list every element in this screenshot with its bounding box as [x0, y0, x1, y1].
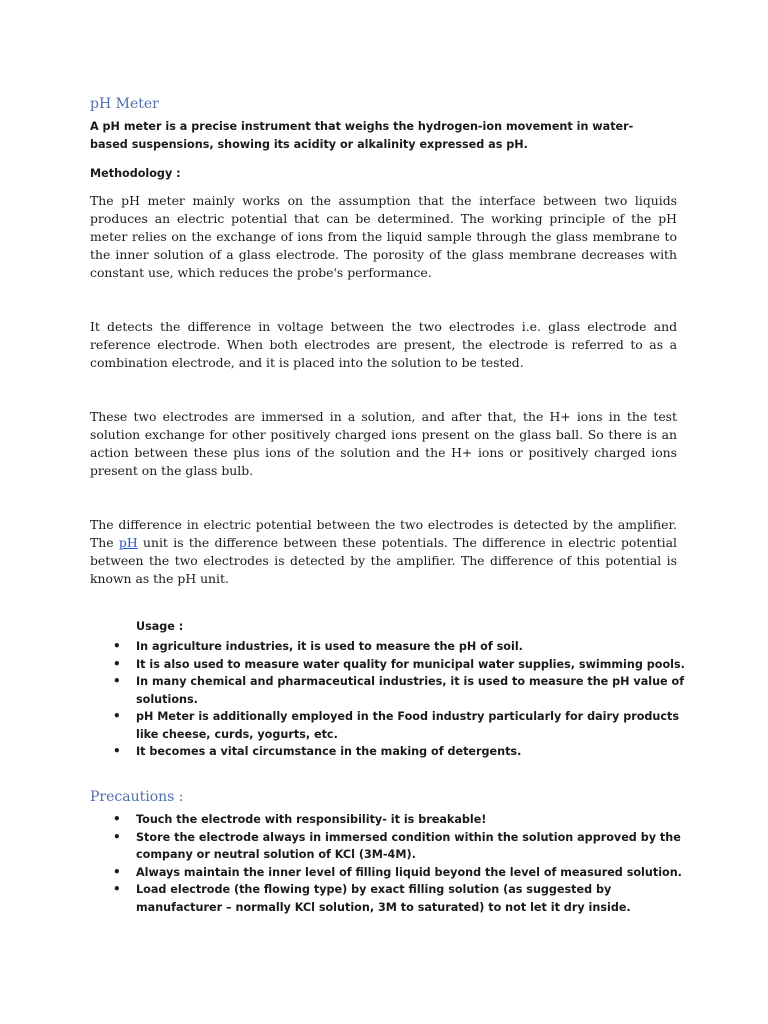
bullet-icon: •: [113, 656, 121, 671]
ph-link[interactable]: pH: [118, 535, 138, 550]
list-item: [110, 811, 690, 829]
list-item: [110, 829, 690, 864]
list-item-text: It becomes a vital circumstance in the making of detergents.: [136, 745, 522, 758]
bullet-icon: •: [113, 674, 121, 688]
list-item-text: It is also used to measure water quality for municipal water supplies, swimming pools.: [136, 657, 685, 671]
list-item: [110, 708, 690, 743]
usage-list: [110, 638, 690, 761]
bullet-icon: •: [113, 829, 121, 844]
bullet-icon: •: [113, 812, 121, 826]
list-item-text: Load electrode (the flowing type) by exact filling solution (as suggested by manufacturer – normally KCl solution, 3M to saturated) to not let it dry inside.: [136, 883, 631, 914]
list-item-text: pH Meter is additionally employed in the Food industry particularly for dairy products like cheese, curds, yogurts, etc.: [136, 710, 680, 741]
list-item-text: Touch the electrode with responsibility- it is breakable!: [136, 813, 487, 826]
paragraph-ions: These two electrodes are immersed in a solution, and after that, the H+ ions in the test solution exchange for other positively charged ions present on the glass ball. So there is an action between these plus ions of the solution and the H+ ions or positively charged ions present on the glass bulb.: [90, 409, 677, 478]
list-item: [110, 743, 690, 761]
paragraph-amplifier-end: unit is the difference between these potentials. The difference in electric potential between the two electrodes is detected by the amplifier. The difference of this potential is known as the pH unit.: [90, 535, 677, 586]
bullet-icon: •: [113, 639, 121, 653]
bullet-icon: •: [113, 864, 121, 879]
bullet-icon: •: [113, 882, 121, 896]
list-item-text: Store the electrode always in immersed condition within the solution approved by the company or neutral solution of KCl (3M-4M).: [136, 830, 681, 861]
paragraph-principle: The pH meter mainly works on the assumption that the interface between two liquids produces an electric potential that can be determined. The working principle of the pH meter relies on the exchange of ions from the liquid sample through the glass membrane to the inner solution of a glass electrode. The porosity of the glass membrane decreases with constant use, which reduces the probe's performance.: [90, 193, 677, 280]
list-item-text: In many chemical and pharmaceutical industries, it is used to measure the pH value of solutions.: [136, 675, 685, 706]
methodology-label: Methodology :: [90, 167, 181, 180]
precautions-list: [110, 811, 690, 916]
list-item: [110, 656, 690, 674]
list-item: [110, 864, 690, 882]
list-item-text: Always maintain the inner level of filling liquid beyond the level of measured solution.: [136, 865, 682, 879]
bullet-icon: •: [113, 709, 121, 723]
bullet-icon: •: [113, 744, 121, 758]
usage-label: Usage :: [136, 620, 184, 633]
precautions-heading: Precautions :: [90, 789, 184, 805]
page-title: pH Meter: [90, 96, 159, 112]
paragraph-electrodes: It detects the difference in voltage between the two electrodes i.e. glass electrode and reference electrode. When both electrodes are present, the electrode is referred to as a combination electrode, and it is placed into the solution to be tested.: [90, 319, 677, 370]
paragraph-amplifier: [90, 516, 677, 588]
list-item: [110, 673, 690, 708]
intro-text: A pH meter is a precise instrument that weighs the hydrogen-ion movement in water-based suspensions, showing its acidity or alkalinity expressed as pH.: [90, 120, 634, 151]
list-item-text: In agriculture industries, it is used to measure the pH of soil.: [136, 640, 523, 653]
list-item: [110, 881, 690, 916]
paragraph-amplifier-start: The difference in electric potential between the two electrodes is detected by the amplifier. The: [90, 517, 677, 550]
list-item: [110, 638, 690, 656]
